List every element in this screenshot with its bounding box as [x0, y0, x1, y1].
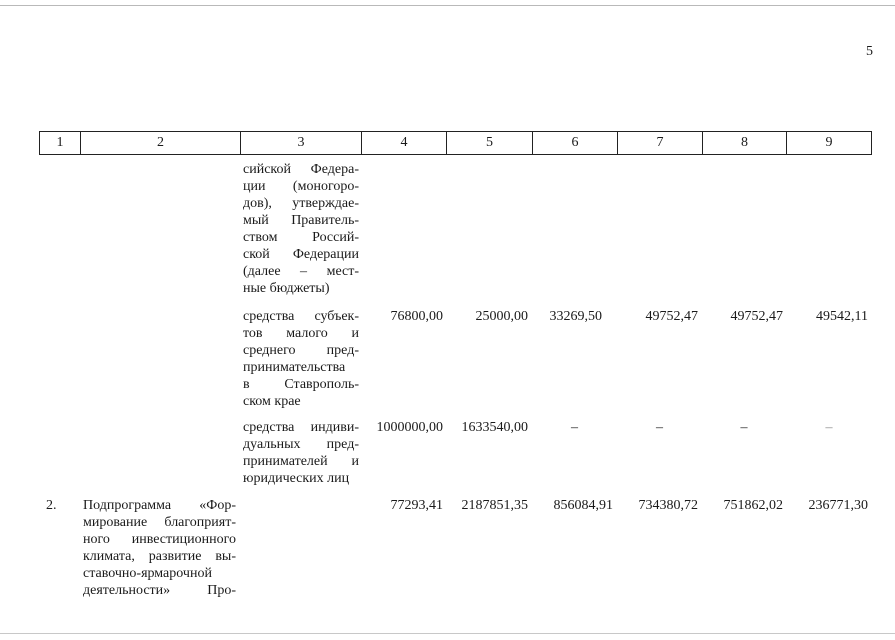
table-row-4-value-9: 236771,30: [808, 498, 868, 513]
table-row-3-value-8: –: [740, 420, 748, 435]
header-cell-3: 3: [240, 131, 361, 155]
table-row-4-value-7: 734380,72: [638, 498, 698, 513]
header-cell-7: 7: [617, 131, 702, 155]
table-row-3-col3: средства индиви- дуальных пред- принимателей и юридических лиц: [243, 420, 359, 486]
table-row-3-value-9: –: [825, 420, 833, 435]
header-cell-1: 1: [39, 131, 80, 155]
header-cell-9: 9: [786, 131, 872, 155]
header-cell-2: 2: [80, 131, 240, 155]
table-row-3-value-6: –: [571, 420, 578, 435]
header-cell-6: 6: [532, 131, 617, 155]
table-row-4-col2: Подпрограмма «Фор- мирование благоприят- ного инвестиционного климата, развитие вы- ставочно-ярмарочной деятельности» Про-: [83, 498, 236, 598]
table-row-2-value-7: 49752,47: [645, 309, 698, 324]
table-row-4-value-5: 2187851,35: [461, 498, 528, 513]
header-cell-5: 5: [446, 131, 532, 155]
page-number: 5: [866, 44, 873, 59]
table-row-4-number: 2.: [46, 498, 57, 513]
table-row-4-value-6: 856084,91: [553, 498, 613, 513]
table-row-3-value-5: 1633540,00: [461, 420, 528, 435]
table-row-2-value-8: 49752,47: [730, 309, 783, 324]
table-row-3-value-4: 1000000,00: [376, 420, 443, 435]
header-cell-8: 8: [702, 131, 786, 155]
table-row-2-col3: средства субъек- тов малого и среднего пред- принимательства в Ставрополь- ском крае: [243, 309, 359, 409]
table-row-3-value-7: –: [656, 420, 663, 435]
table-row-2-value-6: 33269,50: [549, 309, 602, 324]
top-rule: [0, 5, 895, 6]
header-cell-4: 4: [361, 131, 446, 155]
bottom-rule: [0, 633, 895, 634]
table-row-2-value-4: 76800,00: [390, 309, 443, 324]
table-row-2-value-5: 25000,00: [475, 309, 528, 324]
table-row-1-col3: сийской Федера- ции (моногоро- дов), утверждае- мый Правитель- ством Россий- ской Федерации (далее – мест- ные бюджеты): [243, 162, 359, 296]
table-row-4-value-8: 751862,02: [723, 498, 783, 513]
table-row-2-value-9: 49542,11: [816, 309, 868, 324]
table-row-4-value-4: 77293,41: [390, 498, 443, 513]
